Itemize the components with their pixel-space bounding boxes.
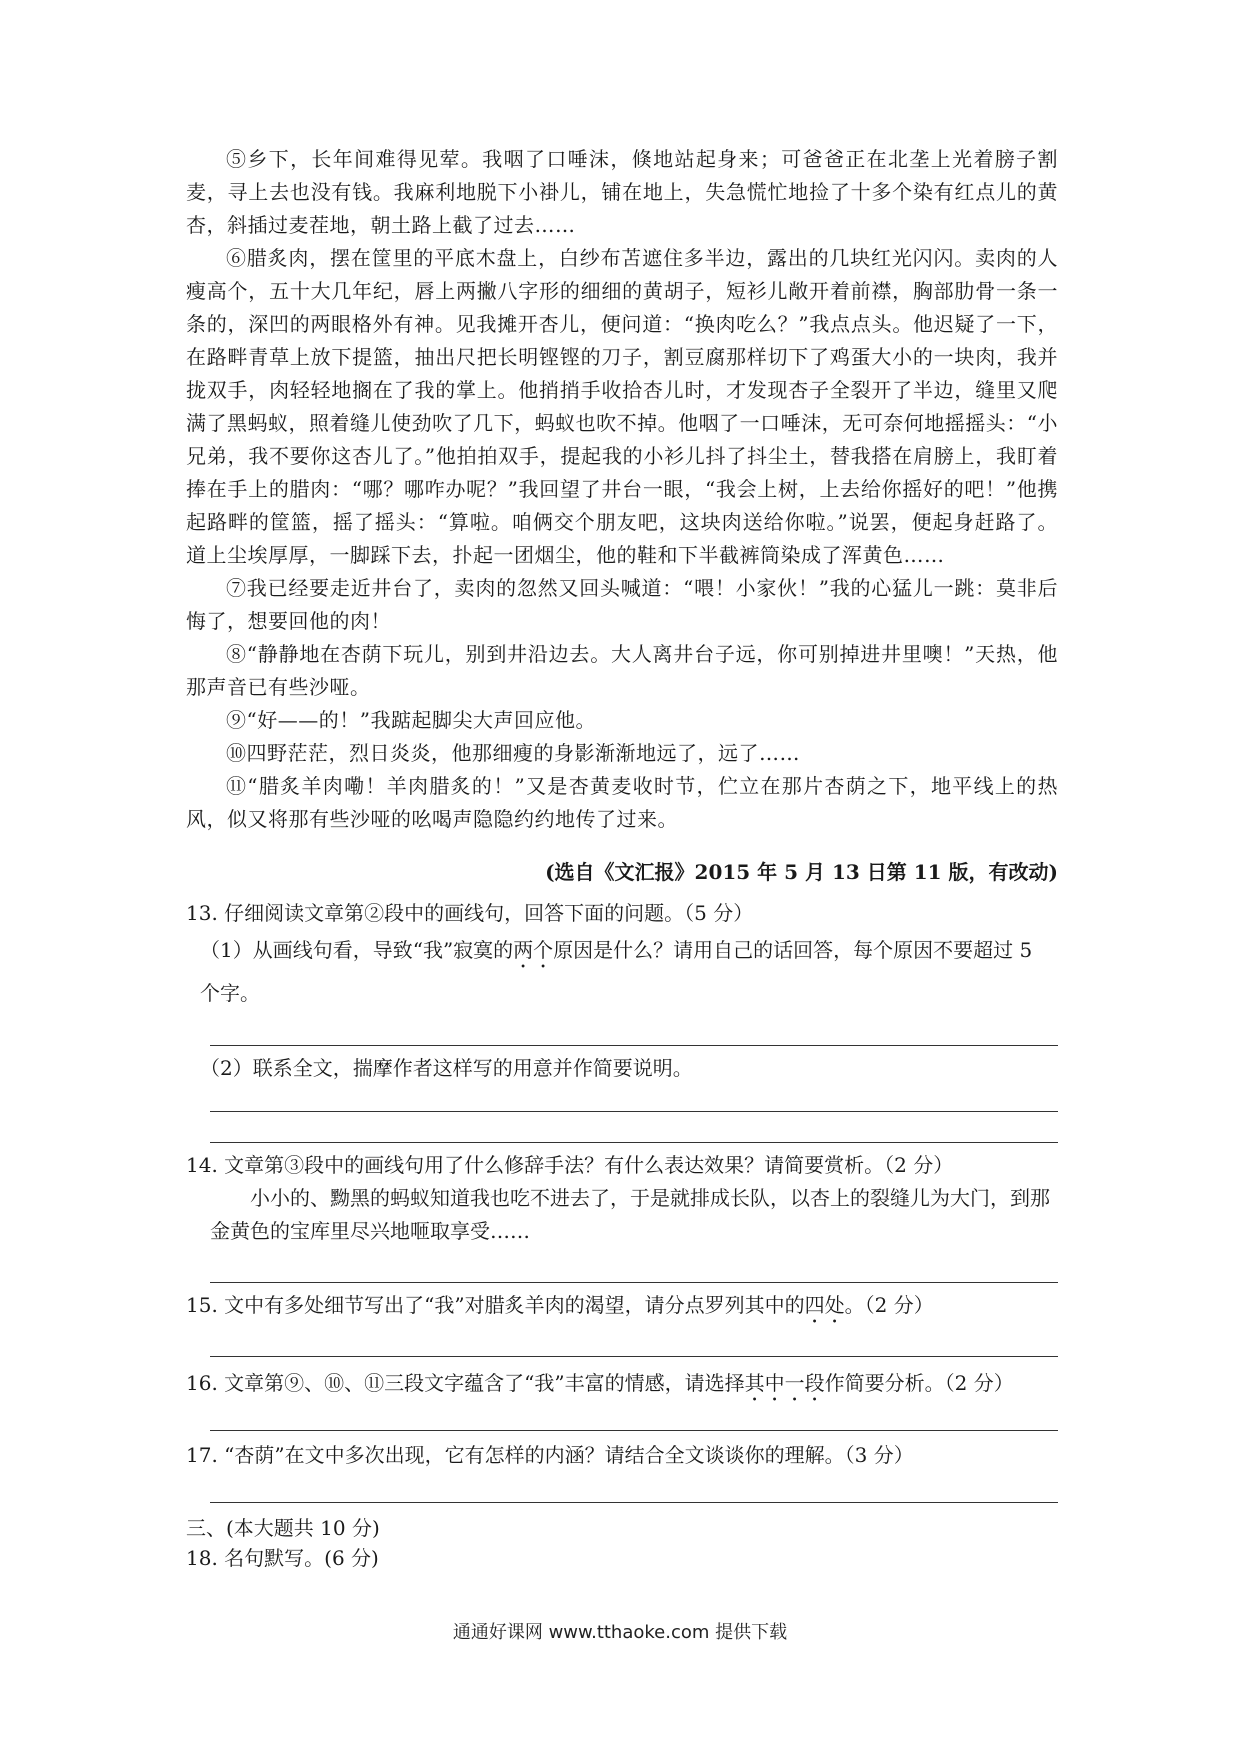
paragraph-7: ⑦我已经要走近井台了，卖肉的忽然又回头喊道：“喂！小家伙！”我的心猛儿一跳：莫非后悔了，想要回他的肉！ (186, 576, 1058, 633)
paragraph-10: ⑩四野茫茫，烈日炎炎，他那细瘦的身影渐渐地远了，远了…… (226, 741, 800, 765)
paragraph-5: ⑤乡下，长年间难得见荤。我咽了口唾沫，倏地站起身来；可爸爸正在北垄上光着膀子割麦，寻上去也没有钱。我麻利地脱下小褂儿，铺在地上，失急慌忙地捡了十多个染有红点儿的黄杏，斜插过麦茬地，朝土路上截了过去…… (186, 147, 1058, 237)
question-13-part-1-text-a: （1）从画线句看，导致“我”寂寞的 (200, 938, 514, 962)
paragraph-11: ⑪“腊炙羊肉嘞！羊肉腊炙的！”又是杏黄麦收时节，伫立在那片杏荫之下，地平线上的热风，似又将那有些沙哑的吆喝声隐隐约约地传了过来。 (186, 774, 1058, 831)
paragraph-8: ⑧“静静地在杏荫下玩儿，别到井沿边去。大人离井台子远，你可别掉进井里噢！”天热，他那声音已有些沙哑。 (186, 642, 1058, 699)
question-16-text-b: 作简要分析。（2 分） (824, 1371, 1014, 1395)
section-3-heading: 三、(本大题共 10 分) (186, 1516, 380, 1540)
page-footer: 通通好课网 www.tthaoke.com 提供下载 (452, 1622, 788, 1643)
question-13-emphasis: 两个 (513, 938, 554, 962)
answer-line[interactable] (210, 1248, 1058, 1283)
answer-line[interactable] (210, 1328, 1058, 1357)
article-source: (选自《文汇报》2015 年 5 月 13 日第 11 版，有改动) (545, 860, 1058, 884)
question-18: 18. 名句默写。(6 分) (186, 1546, 379, 1570)
question-13-part-1 (200, 930, 1058, 1013)
answer-line[interactable] (210, 1085, 1058, 1112)
question-16 (186, 1367, 1058, 1406)
question-14-quote: 小小的、黝黑的蚂蚁知道我也吃不进去了，于是就排成长队，以杏上的裂缝儿为大门，到那金黄色的宝库里尽兴地咂取享受…… (210, 1186, 1050, 1243)
question-16-text-a: 16. 文章第⑨、⑩、⑪三段文字蕴含了“我”丰富的情感，请选择 (186, 1371, 745, 1395)
document-body (186, 143, 1058, 1573)
question-13-stem: 13. 仔细阅读文章第②段中的画线句，回答下面的问题。（5 分） (186, 901, 754, 925)
question-15 (186, 1289, 1058, 1328)
question-15-text-a: 15. 文中有多处细节写出了“我”对腊炙羊肉的渴望，请分点罗列其中的 (186, 1293, 805, 1317)
question-15-text-b: 。（2 分） (844, 1293, 934, 1317)
question-13-part-1-text-b: 原因是什么？请用自己的话回答，每个原因不要超过 5 个字。 (200, 938, 1033, 1005)
paragraph-9: ⑨“好——的！”我踮起脚尖大声回应他。 (226, 708, 596, 732)
paragraph-6: ⑥腊炙肉，摆在筐里的平底木盘上，白纱布苫遮住多半边，露出的几块红光闪闪。卖肉的人瘦高个，五十大几年纪，唇上两撇八字形的细细的黄胡子，短衫儿敞开着前襟，胸部肋骨一条一条的，深凹的两眼格外有神。见我摊开杏儿，便问道：“换肉吃么？”我点点头。他迟疑了一下，在路畔青草上放下提篮，抽出尺把长明铿铿的刀子，割豆腐那样切下了鸡蛋大小的一块肉，我并拢双手，肉轻轻地搁在了我的掌上。他捎捎手收拾杏儿时，才发现杏子全裂开了半边，缝里又爬满了黑蚂蚁，照着缝儿使劲吹了几下，蚂蚁也吹不掉。他咽了一口唾沫，无可奈何地摇摇头：“小兄弟，我不要你这杏儿了。”他拍拍双手，提起我的小衫儿抖了抖尘土，替我搭在肩膀上，我盯着捧在手上的腊肉：“哪？哪咋办呢？”我回望了井台一眼，“我会上树，上去给你摇好的吧！”他携起路畔的筐篮，摇了摇头：“算啦。咱俩交个朋友吧，这块肉送给你啦。”说罢，便起身赶路了。道上尘埃厚厚，一脚踩下去，扑起一团烟尘，他的鞋和下半截裤筒染成了浑黄色…… (186, 246, 1058, 567)
answer-line[interactable] (210, 1112, 1058, 1143)
question-14-stem: 14. 文章第③段中的画线句用了什么修辞手法？有什么表达效果？请简要赏析。（2 分） (186, 1153, 954, 1177)
question-15-emphasis: 四处 (804, 1293, 845, 1317)
answer-line[interactable] (210, 1406, 1058, 1431)
question-16-emphasis: 其中一段 (744, 1371, 825, 1395)
question-13-part-2: （2）联系全文，揣摩作者这样写的用意并作简要说明。 (200, 1056, 693, 1080)
question-17: 17. “杏荫”在文中多次出现，它有怎样的内涵？请结合全文谈谈你的理解。（3 分） (186, 1443, 914, 1467)
answer-line[interactable] (210, 1013, 1058, 1046)
answer-line[interactable] (210, 1472, 1058, 1503)
